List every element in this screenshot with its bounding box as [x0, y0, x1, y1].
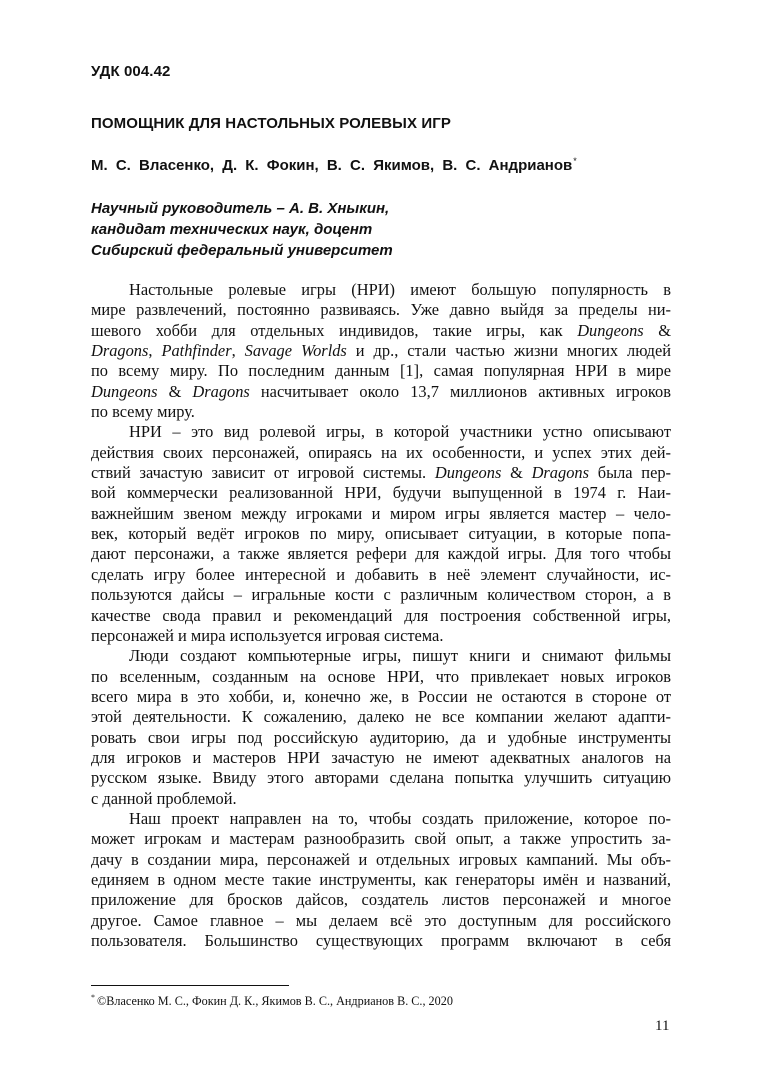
authors-footnote-mark: *	[573, 156, 577, 166]
text-line: дают персонажи, а также является рефери для каждой игры. Для того чтобы	[91, 544, 671, 564]
footnote-text: ©Власенко М. С., Фокин Д. К., Якимов В. С., Андрианов В. С., 2020	[97, 994, 453, 1008]
text-line: Dragons, Pathfinder, Savage Worlds и др., стали частью жизни многих людей	[91, 341, 671, 361]
text-line: дачу в создании мира, персонажей и отдельных игровых кампаний. Мы объ-	[91, 849, 671, 869]
italic-term: Dragons	[192, 381, 250, 401]
text-line: другое. Самое главное – мы делаем всё это доступным для российского	[91, 910, 671, 930]
text-line: вой коммерчески реализованной НРИ, будучи выпущенной в 1974 г. Наи-	[91, 483, 671, 503]
paragraph-2	[91, 422, 671, 646]
text-line: НРИ – это вид ролевой игры, в которой участники устно описывают	[129, 422, 671, 442]
text-line: сделать игру более интересной и добавить в неё элемент случайности, ис-	[91, 564, 671, 584]
text-line: ствий зачастую зависит от игровой системы. Dungeons & Dragons была пер-	[91, 463, 671, 483]
footnote-divider	[91, 985, 289, 986]
italic-term: Dragons	[531, 463, 589, 483]
text-line: Наш проект направлен на то, чтобы создать приложение, которое по-	[129, 808, 671, 828]
authors-names: М. С. Власенко, Д. К. Фокин, В. С. Якимов, В. С. Андрианов	[91, 157, 573, 174]
copyright-footnote	[91, 993, 453, 1009]
article-title: ПОМОЩНИК ДЛЯ НАСТОЛЬНЫХ РОЛЕВЫХ ИГР	[91, 115, 451, 132]
supervisor-degree-line: кандидат технических наук, доцент	[91, 221, 373, 238]
text-line: русском языке. Ввиду этого авторами сделана попытка улучшить ситуацию	[91, 768, 671, 788]
text-line: важнейшим звеном между игроками и миром игры является мастер – чело-	[91, 503, 671, 523]
supervisor-name-line: Научный руководитель – А. В. Хныкин,	[91, 200, 390, 217]
supervisor-block	[91, 198, 393, 261]
page-number: 11	[655, 1018, 670, 1034]
text-line: Люди создают компьютерные игры, пишут книги и снимают фильмы	[129, 646, 671, 666]
text-line: ровать свои игры под российскую аудиторию, да и удобные инструменты	[91, 727, 671, 747]
udk-code: УДК 004.42	[91, 63, 171, 80]
text-line: приложение для бросков дайсов, создатель листов персонажей и многое	[91, 890, 671, 910]
text-line: Настольные ролевые игры (НРИ) имеют большую популярность в	[129, 280, 671, 299]
text-line: пользуются дайсы – игральные кости с различным количеством сторон, а в	[91, 585, 671, 605]
text-line: век, который ведёт игроков по миру, описывает ситуации, в которые попа-	[91, 524, 671, 544]
text-line: может игрокам и мастерам разнообразить свой опыт, а также упростить за-	[91, 829, 671, 849]
body-text	[91, 280, 671, 951]
text-line: для игроков и мастеров НРИ зачастую не имеют адекватных аналогов на	[91, 747, 671, 767]
paragraph-1	[91, 280, 671, 422]
italic-term: Dragons	[91, 341, 149, 361]
paragraph-3	[91, 646, 671, 809]
text-line: единяем в одном месте такие инструменты, как генераторы имён и названий,	[91, 869, 671, 889]
text-line: по всему миру. По последним данным [1], самая популярная НРИ в мире	[91, 361, 671, 381]
italic-term: Savage Worlds	[244, 341, 347, 361]
footnote-mark: *	[91, 993, 95, 1002]
italic-term: Dungeons	[434, 463, 502, 483]
text-line: по всему миру.	[91, 402, 195, 422]
text-line: персонажей и мира используется игровая система.	[91, 625, 444, 645]
text-line: пользователя. Большинство существующих программ включают в себя	[91, 931, 671, 950]
text-line: шевого хобби для отдельных индивидов, такие игры, как Dungeons &	[91, 320, 671, 340]
text-line: качестве свода правил и рекомендаций для построения собственной игры,	[91, 605, 671, 625]
text-line: действия своих персонажей, опираясь на их особенности, и успех этих дей-	[91, 442, 671, 462]
text-line: этой деятельности. К сожалению, далеко не все компании желают адапти-	[91, 707, 671, 727]
authors-line	[91, 156, 577, 174]
supervisor-affiliation-line: Сибирский федеральный университет	[91, 242, 393, 259]
text-line: по вселенным, созданным на основе НРИ, что привлекает новых игроков	[91, 666, 671, 686]
italic-term: Dungeons	[577, 320, 644, 340]
paragraph-4	[91, 809, 671, 951]
text-line: с данной проблемой.	[91, 788, 237, 808]
text-line: мире развлечений, постоянно развиваясь. Уже давно выйдя за пределы ни-	[91, 300, 671, 320]
text-line: всего мира в это хобби, и, конечно же, в России не остаются в стороне от	[91, 686, 671, 706]
text-line: Dungeons & Dragons насчитывает около 13,7 миллионов активных игроков	[91, 381, 671, 401]
italic-term: Pathfinder	[161, 341, 232, 361]
italic-term: Dungeons	[91, 381, 158, 401]
